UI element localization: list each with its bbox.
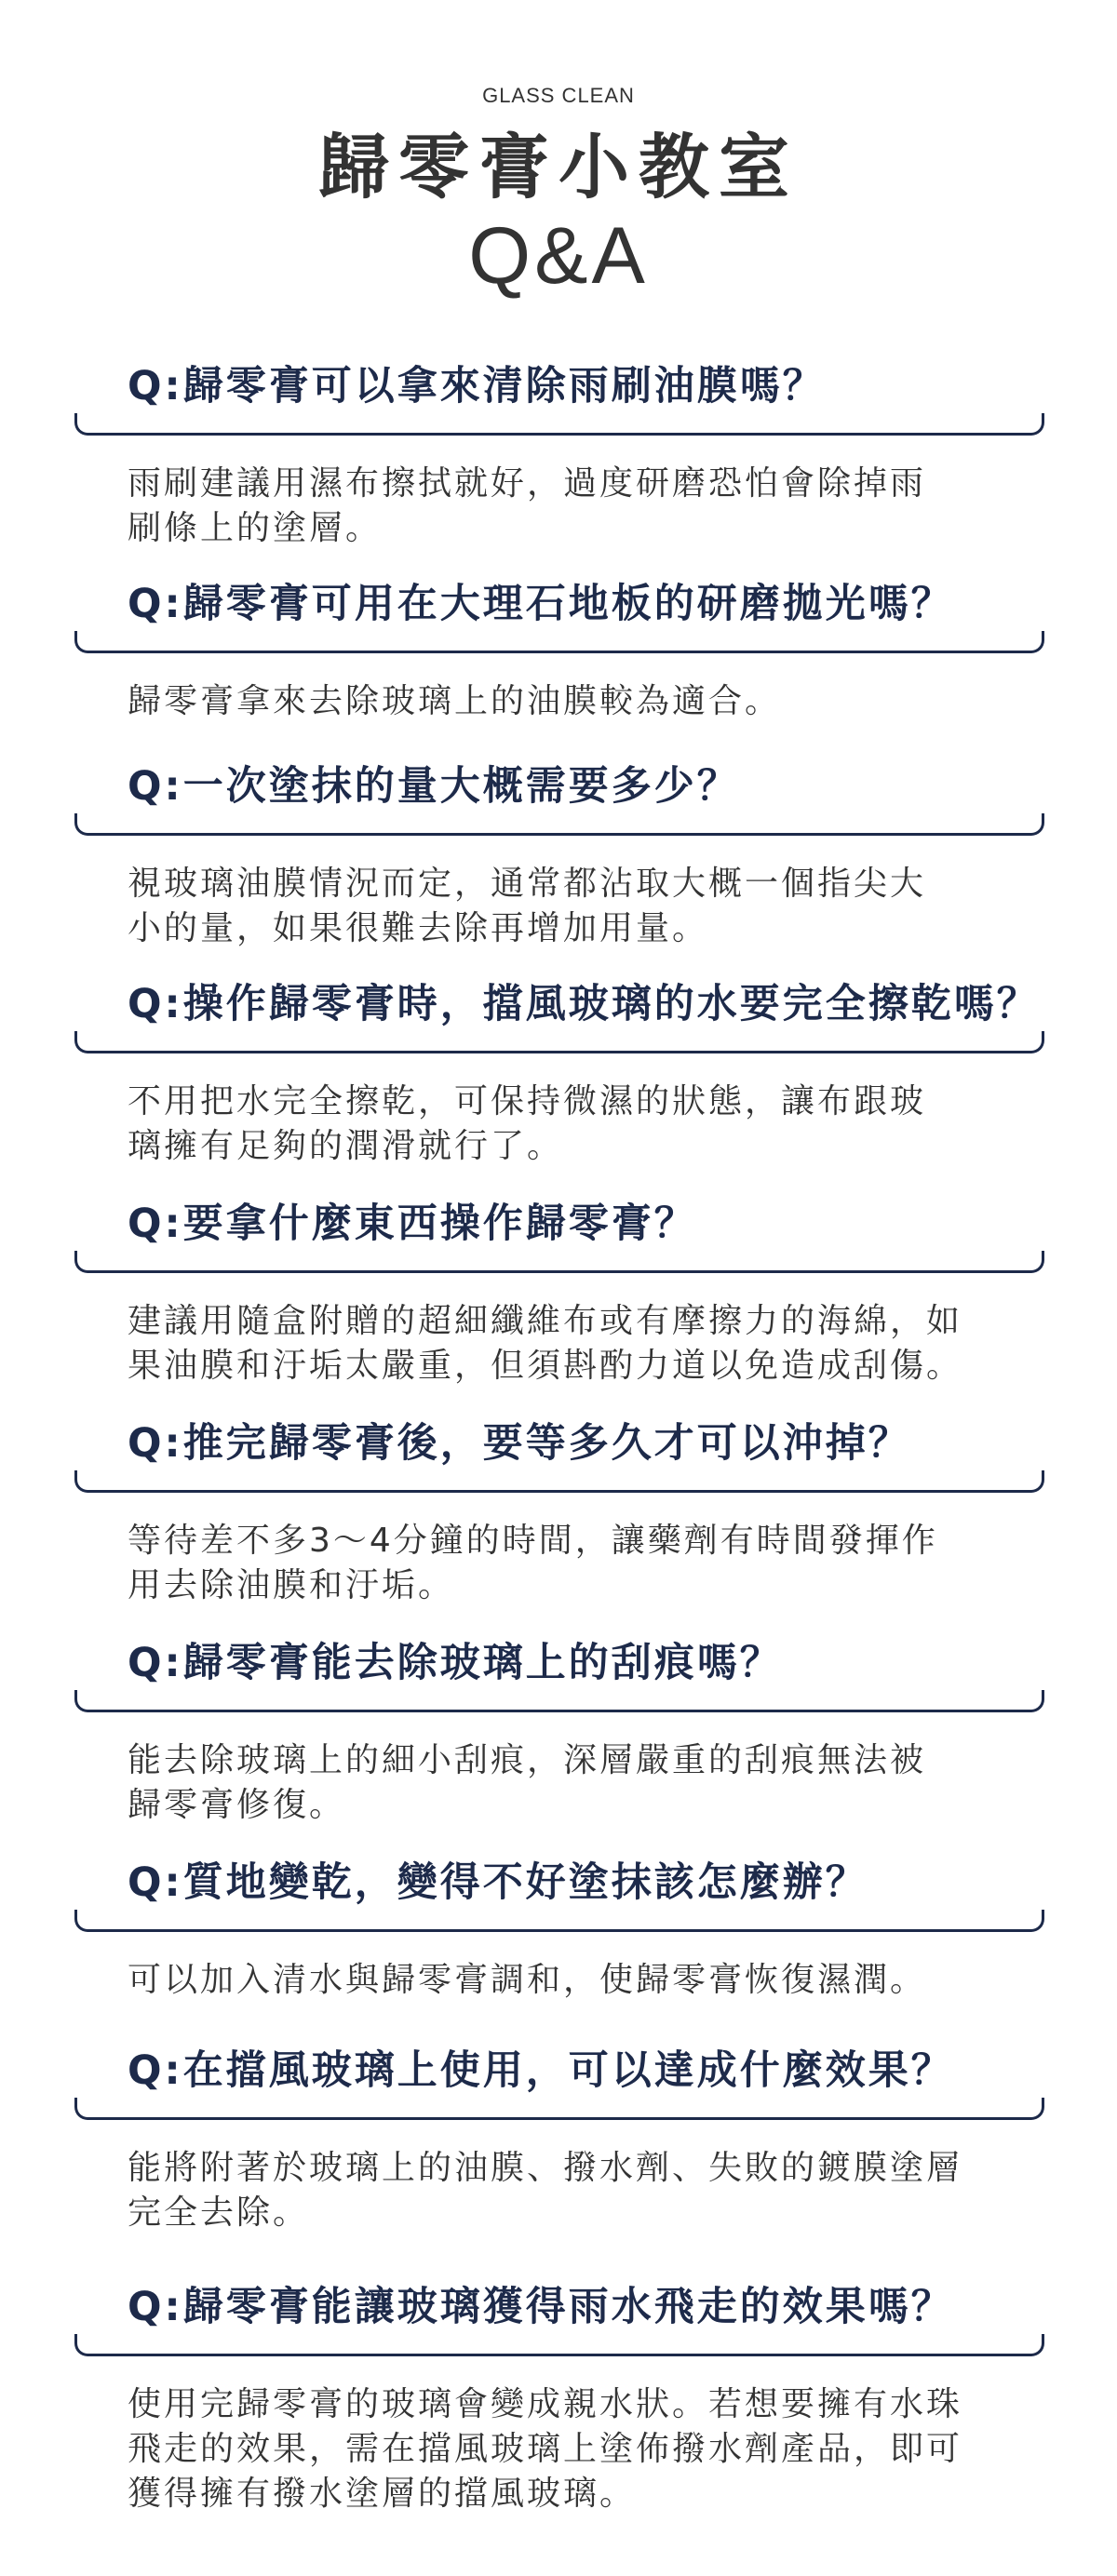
faq-answer xyxy=(0,1502,1117,1608)
faq-answer-line: 小的量，如果很難去除再增加用量。 xyxy=(128,909,709,947)
faq-item xyxy=(0,570,1117,724)
faq-question-text: Q:歸零膏可以拿來清除雨刷油膜嗎？ xyxy=(128,363,826,409)
faq-answer xyxy=(0,445,1117,551)
faq-answer-line: 能將附著於玻璃上的油膜、撥水劑、失敗的鍍膜塗層 xyxy=(128,2149,963,2187)
faq-answer xyxy=(0,2366,1117,2516)
faq-answer-line: 飛走的效果，需在擋風玻璃上塗佈撥水劑產品，即可 xyxy=(128,2430,963,2468)
question-underline xyxy=(74,631,1044,653)
faq-item xyxy=(0,1848,1117,2003)
faq-question xyxy=(0,2036,1117,2129)
faq-question-text: Q:歸零膏可用在大理石地板的研磨拋光嗎？ xyxy=(128,581,954,627)
faq-answer-line: 視玻璃油膜情況而定，通常都沾取大概一個指尖大 xyxy=(128,865,927,903)
faq-answer xyxy=(0,1063,1117,1169)
faq-answer xyxy=(0,663,1117,724)
faq-item xyxy=(0,352,1117,551)
faq-answer-line: 雨刷建議用濕布擦拭就好，過度研磨恐怕會除掉雨 xyxy=(128,464,927,503)
faq-question-text: Q:一次塗抹的量大概需要多少？ xyxy=(128,763,740,810)
faq-answer-line: 可以加入清水與歸零膏調和，使歸零膏恢復濕潤。 xyxy=(128,1961,927,1999)
question-underline xyxy=(74,1910,1044,1932)
faq-answer-line: 用去除油膜和汙垢。 xyxy=(128,1566,455,1604)
question-underline xyxy=(74,1470,1044,1493)
faq-answer-line: 刷條上的塗層。 xyxy=(128,509,383,547)
faq-answer-line: 璃擁有足夠的潤滑就行了。 xyxy=(128,1127,564,1165)
faq-question-text: Q:歸零膏能讓玻璃獲得雨水飛走的效果嗎？ xyxy=(128,2284,954,2330)
question-underline xyxy=(74,1031,1044,1053)
faq-question xyxy=(0,970,1117,1063)
faq-answer xyxy=(0,1941,1117,2003)
faq-item xyxy=(0,752,1117,951)
brand-label: GLASS CLEAN xyxy=(482,84,635,107)
question-underline xyxy=(74,413,1044,436)
question-underline xyxy=(74,1690,1044,1712)
faq-question-text: Q:歸零膏能去除玻璃上的刮痕嗎？ xyxy=(128,1640,783,1686)
page-title: 歸零膏小教室 xyxy=(318,126,799,208)
faq-item xyxy=(0,970,1117,1169)
faq-answer-line: 不用把水完全擦乾，可保持微濕的狀態，讓布跟玻 xyxy=(128,1082,927,1120)
faq-question xyxy=(0,1189,1117,1282)
faq-question xyxy=(0,1629,1117,1722)
question-underline xyxy=(74,1251,1044,1273)
faq-answer xyxy=(0,1282,1117,1389)
faq-answer-line: 等待差不多3～4分鐘的時間，讓藥劑有時間發揮作 xyxy=(128,1522,938,1560)
faq-question xyxy=(0,570,1117,663)
question-underline xyxy=(74,813,1044,836)
faq-question xyxy=(0,352,1117,445)
faq-answer-line: 果油膜和汙垢太嚴重，但須斟酌力道以免造成刮傷。 xyxy=(128,1347,963,1385)
page-subtitle: Q&A xyxy=(468,211,649,301)
faq-question xyxy=(0,2273,1117,2366)
faq-question xyxy=(0,752,1117,845)
question-underline xyxy=(74,2334,1044,2356)
faq-answer-line: 歸零膏拿來去除玻璃上的油膜較為適合。 xyxy=(128,682,782,720)
faq-answer-line: 使用完歸零膏的玻璃會變成親水狀。若想要擁有水珠 xyxy=(128,2385,963,2423)
faq-question-text: Q:操作歸零膏時，擋風玻璃的水要完全擦乾嗎？ xyxy=(128,981,1040,1027)
faq-question xyxy=(0,1848,1117,1941)
faq-answer-line: 完全去除。 xyxy=(128,2194,310,2232)
faq-answer-line: 建議用隨盒附贈的超細纖維布或有摩擦力的海綿，如 xyxy=(128,1302,963,1340)
faq-question xyxy=(0,1409,1117,1502)
faq-answer xyxy=(0,845,1117,951)
question-underline xyxy=(74,2098,1044,2120)
faq-answer xyxy=(0,2129,1117,2235)
faq-answer xyxy=(0,1722,1117,1828)
faq-question-text: Q:要拿什麼東西操作歸零膏？ xyxy=(128,1201,697,1247)
faq-answer-line: 獲得擁有撥水塗層的擋風玻璃。 xyxy=(128,2475,637,2513)
faq-item xyxy=(0,2036,1117,2235)
faq-answer-line: 歸零膏修復。 xyxy=(128,1786,346,1824)
faq-item xyxy=(0,1629,1117,1828)
faq-item xyxy=(0,1409,1117,1608)
faq-question-text: Q:質地變乾，變得不好塗抹該怎麼辦？ xyxy=(128,1859,868,1906)
faq-question-text: Q:推完歸零膏後，要等多久才可以沖掉？ xyxy=(128,1420,911,1467)
faq-answer-line: 能去除玻璃上的細小刮痕，深層嚴重的刮痕無法被 xyxy=(128,1741,927,1779)
faq-question-text: Q:在擋風玻璃上使用，可以達成什麼效果？ xyxy=(128,2047,954,2094)
faq-item xyxy=(0,2273,1117,2516)
faq-item xyxy=(0,1189,1117,1389)
